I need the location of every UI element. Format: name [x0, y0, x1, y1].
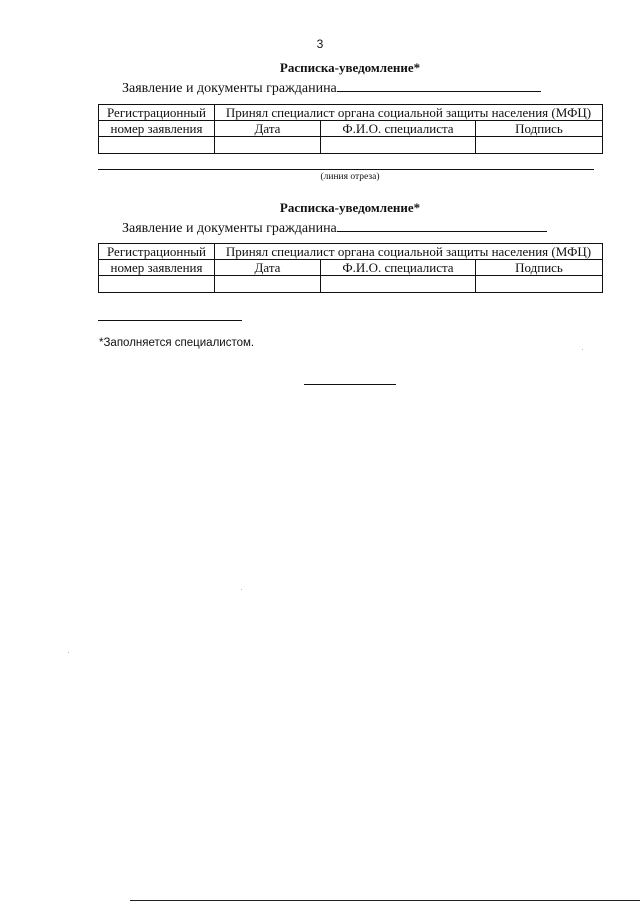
citizen-name-blank[interactable] [337, 79, 541, 92]
scan-speck [582, 349, 583, 350]
accepted-by-header: Принял специалист органа социальной защиты населения (МФЦ) [215, 244, 603, 260]
specialist-name-cell[interactable] [321, 276, 476, 293]
page-number: 3 [316, 37, 324, 51]
specialist-name-header: Ф.И.О. специалиста [321, 121, 476, 137]
scan-bottom-edge [130, 900, 640, 901]
reg-number-cell[interactable] [99, 276, 215, 293]
signature-cell[interactable] [476, 276, 603, 293]
signature-header: Подпись [476, 260, 603, 276]
footnote: *Заполняется специалистом. [99, 337, 255, 349]
date-cell[interactable] [215, 276, 321, 293]
receipt-subtitle-bottom [122, 219, 547, 237]
scan-speck [241, 589, 242, 590]
receipt-title-top: Расписка-уведомление* [279, 60, 421, 75]
receipt-table-bottom [98, 243, 603, 293]
specialist-name-header: Ф.И.О. специалиста [321, 260, 476, 276]
reg-number-cell[interactable] [99, 137, 215, 154]
reg-number-header-line1: Регистрационный [99, 244, 215, 260]
reg-number-header-line2: номер заявления [99, 260, 215, 276]
subtitle-text: Заявление и документы гражданина [122, 81, 337, 96]
footnote-separator [98, 320, 242, 321]
subtitle-text: Заявление и документы гражданина [122, 221, 337, 236]
signature-cell[interactable] [476, 137, 603, 154]
reg-number-header-line2: номер заявления [99, 121, 215, 137]
receipt-table-top [98, 104, 603, 154]
receipt-subtitle-top [122, 79, 541, 97]
date-header: Дата [215, 121, 321, 137]
scan-speck [68, 652, 69, 653]
cut-line-label: (линия отреза) [320, 172, 380, 182]
cut-line [98, 169, 594, 170]
date-header: Дата [215, 260, 321, 276]
accepted-by-header: Принял специалист органа социальной защиты населения (МФЦ) [215, 105, 603, 121]
receipt-title-bottom: Расписка-уведомление* [279, 200, 421, 215]
signature-header: Подпись [476, 121, 603, 137]
reg-number-header-line1: Регистрационный [99, 105, 215, 121]
end-of-page-rule [304, 384, 396, 385]
citizen-name-blank[interactable] [337, 219, 547, 232]
date-cell[interactable] [215, 137, 321, 154]
specialist-name-cell[interactable] [321, 137, 476, 154]
